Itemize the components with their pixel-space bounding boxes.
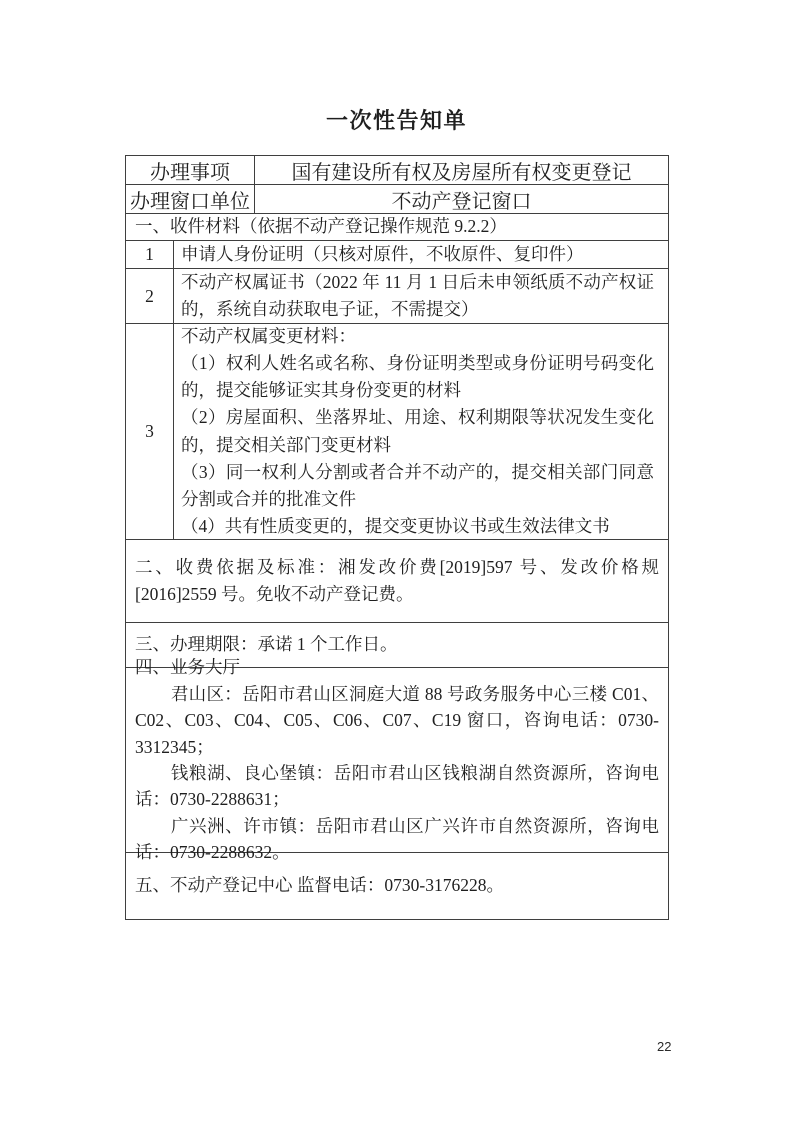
window-unit-value: 不动产登记窗口 — [391, 190, 532, 213]
material-3-line-3: （3）同一权利人分割或者合并不动产的，提交相关部门同意分割或合并的批准文件 — [181, 461, 654, 509]
material-3-line-2: （2）房屋面积、坐落界址、用途、权利期限等状况发生变化的，提交相关部门变更材料 — [181, 407, 654, 455]
section2-fee-basis: 二、收费依据及标准：湘发改价费[2019]597 号、发改价格规[2016]2559 号。免收不动产登记费。 — [135, 556, 659, 604]
section5-supervision-phone: 五、不动产登记中心 监督电话：0730-3176228。 — [135, 875, 504, 896]
table-row-window-unit — [126, 184, 668, 213]
section3-processing-period: 三、办理期限：承诺 1 个工作日。 — [135, 634, 398, 655]
material-2-text: 不动产权属证书（2022 年 11 月 1 日后未申领纸质不动产权证的，系统自动获取电子证，不需提交） — [181, 271, 654, 319]
table-row-matter — [126, 156, 668, 184]
matter-value: 国有建设所有权及房屋所有权变更登记 — [291, 161, 632, 184]
section4-paragraph-junshan: 君山区：岳阳市君山区洞庭大道 88 号政务服务中心三楼 C01、C02、C03、C04、C05、C06、C07、C19 窗口，咨询电话：0730-3312345； — [135, 683, 659, 757]
table-row-material-3 — [126, 323, 668, 539]
table-row-section2 — [126, 539, 668, 622]
section1-heading: 一、收件材料（依据不动产登记操作规范 9.2.2） — [135, 216, 507, 237]
section4-paragraph-qianlianghu: 钱粮湖、良心堡镇：岳阳市君山区钱粮湖自然资源所，咨询电话：0730-2288631； — [135, 763, 659, 810]
material-3-line-4: （4）共有性质变更的，提交变更协议书或生效法律文书 — [181, 515, 610, 536]
material-3-number: 3 — [126, 324, 174, 539]
table-row-section1-heading — [126, 213, 668, 240]
page-number: 22 — [657, 1039, 672, 1054]
material-3-text — [181, 323, 654, 540]
notice-table — [125, 155, 669, 920]
material-3-line-0: 不动产权属变更材料： — [181, 326, 356, 347]
material-1-number: 1 — [126, 241, 174, 268]
table-row-material-1 — [126, 240, 668, 268]
material-1-text: 申请人身份证明（只核对原件，不收原件、复印件） — [181, 243, 584, 264]
table-row-section4 — [126, 657, 668, 863]
section4-paragraph-guangxingzhou: 广兴洲、许市镇：岳阳市君山区广兴许市自然资源所，咨询电话：0730-2288632。 — [135, 815, 659, 863]
window-unit-label: 办理窗口单位 — [126, 185, 255, 213]
material-3-line-1: （1）权利人姓名或名称、身份证明类型或身份证明号码变化的，提交能够证实其身份变更的材料 — [181, 353, 654, 401]
table-row-material-2 — [126, 268, 668, 323]
material-2-number: 2 — [126, 269, 174, 323]
table-row-section5 — [126, 852, 668, 919]
page-title: 一次性告知单 — [325, 108, 467, 133]
section4-service-halls — [135, 654, 659, 865]
section4-heading: 四、业务大厅 — [135, 657, 240, 678]
matter-label: 办理事项 — [126, 156, 255, 184]
